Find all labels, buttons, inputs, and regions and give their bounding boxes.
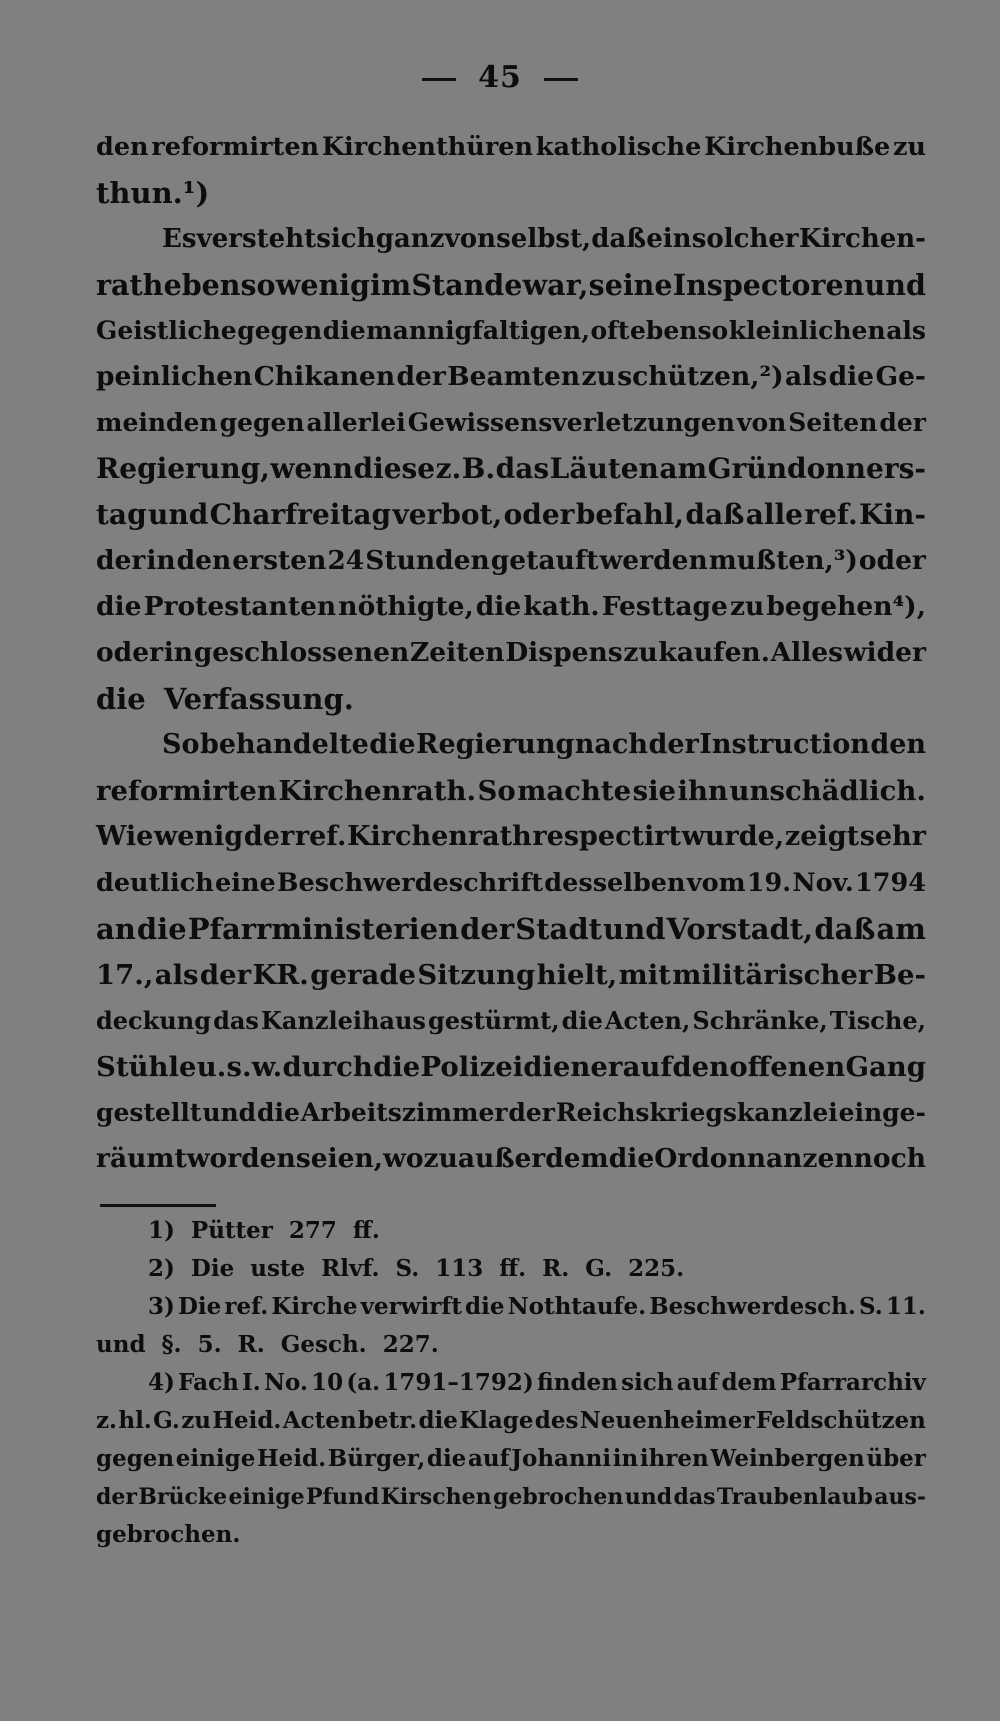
text-line: So behandelte die Regierung nach der Instruction den <box>162 729 926 760</box>
text-line: gestellt und die Arbeitszimmer der Reichskriegskanzlei einge- <box>96 1098 926 1127</box>
text-line: an die Pfarrministerien der Stadt und Vorstadt, daß am <box>96 912 926 946</box>
text-line: 17., als der KR. gerade Sitzung hielt, mit militärischer Be- <box>96 959 926 991</box>
text-line: meinden gegen allerlei Gewissensverletzungen von Seiten der <box>96 408 926 437</box>
footnote-separator <box>100 1204 216 1207</box>
footnote-line: der Brücke einige Pfund Kirschen gebrochen und das Traubenlaub aus- <box>96 1484 926 1510</box>
text-line: oder in geschlossenen Zeiten Dispens zu kaufen. Alles wider <box>96 637 926 668</box>
footnote-line: gegen einige Heid. Bürger, die auf Johanni in ihren Weinbergen über <box>96 1445 926 1472</box>
main-text <box>96 124 926 1182</box>
text-line: die Protestanten nöthigte, die kath. Festtage zu begehen⁴), <box>96 591 926 622</box>
text-line: den reformirten Kirchenthüren katholische Kirchenbuße zu <box>96 132 926 162</box>
footnote-line: 2) Die uste Rlvf. S. 113 ff. R. G. 225. <box>148 1255 685 1282</box>
footnote-line: 1) Pütter 277 ff. <box>148 1217 380 1244</box>
text-line: räumt worden seien, wozu außerdem die Ordonnanzen noch <box>96 1143 926 1174</box>
page-number: 45 <box>478 60 522 95</box>
footnote-line: gebrochen. <box>96 1521 241 1548</box>
text-line: der in den ersten 24 Stunden getauft werden mußten,³) oder <box>96 545 926 576</box>
header-dash-right <box>544 78 578 81</box>
text-line: thun.¹) <box>96 176 210 210</box>
footnote-line: z. hl. G. zu Heid. Acten betr. die Klage des Neuenheimer Feldschützen <box>96 1407 926 1434</box>
text-line: Es versteht sich ganz von selbst, daß ein solcher Kirchen- <box>162 224 926 254</box>
footnotes <box>96 1212 926 1554</box>
text-line: rath ebenso wenig im Stande war, seine Inspectoren und <box>96 268 926 302</box>
text-line: Geistliche gegen die mannigfaltigen, oft ebenso kleinlichen als <box>96 316 926 345</box>
text-line: die Verfassung. <box>96 682 354 716</box>
text-line: reformirten Kirchenrath. So machte sie ihn unschädlich. <box>96 775 926 807</box>
footnote-line: 3) Die ref. Kirche verwirft die Nothtaufe. Beschwerdesch. S. 11. <box>148 1293 926 1320</box>
text-line: deckung das Kanzleihaus gestürmt, die Acten, Schränke, Tische, <box>96 1006 926 1035</box>
header-dash-left <box>422 78 456 81</box>
text-line: peinlichen Chikanen der Beamten zu schützen,²) als die Ge- <box>96 361 926 392</box>
text-line: tag und Charfreitag verbot, oder befahl, daß alle ref. Kin- <box>96 498 926 531</box>
text-line: Wie wenig der ref. Kirchenrath respectirt wurde, zeigt sehr <box>96 821 926 852</box>
text-line: deutlich eine Beschwerdeschrift desselben vom 19. Nov. 1794 <box>96 868 926 898</box>
text-line: Stühle u. s. w. durch die Polizeidiener auf den offenen Gang <box>96 1051 926 1083</box>
text-line: Regierung, wenn diese z. B. das Läuten am Gründonners- <box>96 452 926 485</box>
footnote-line: und §. 5. R. Gesch. 227. <box>96 1331 439 1358</box>
footnote-line: 4) Fach I. No. 10 (a. 1791–1792) finden sich auf dem Pfarrarchiv <box>148 1369 926 1396</box>
page-header <box>0 60 1000 95</box>
